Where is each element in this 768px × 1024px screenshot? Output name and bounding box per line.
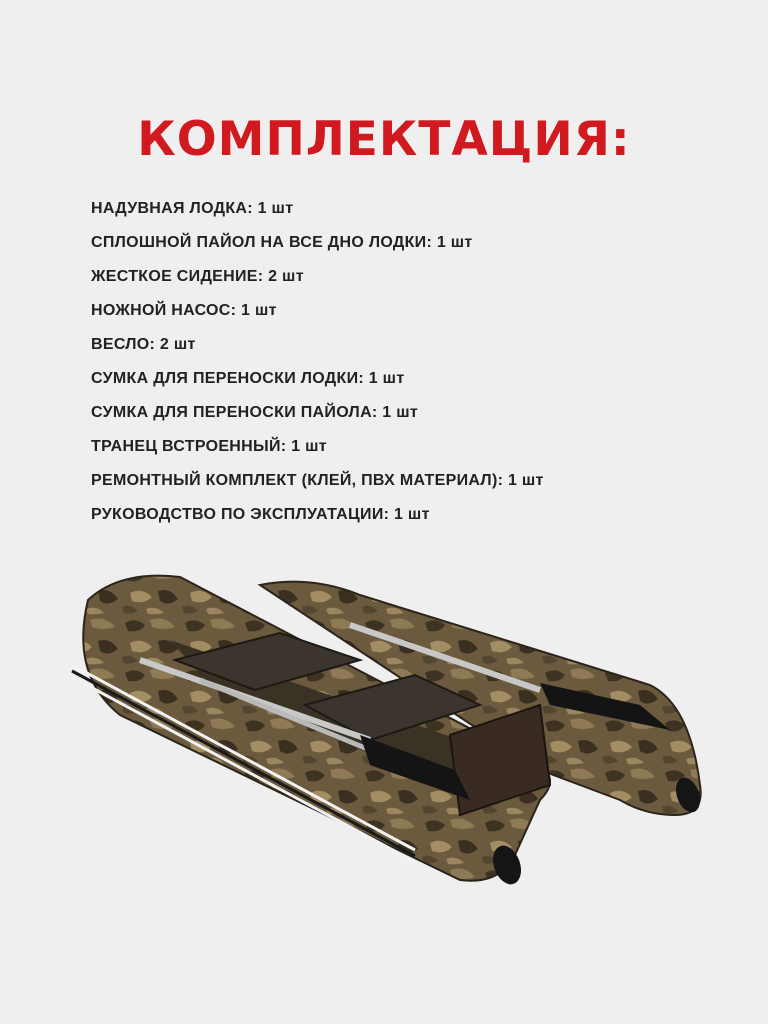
list-item: НАДУВНАЯ ЛОДКА: 1 шт [91,200,294,217]
list-item: ЖЕСТКОЕ СИДЕНИЕ: 2 шт [91,268,304,285]
list-item: СПЛОШНОЙ ПАЙОЛ НА ВСЕ ДНО ЛОДКИ: 1 шт [91,234,473,251]
list-item: РУКОВОДСТВО ПО ЭКСПЛУАТАЦИИ: 1 шт [91,506,430,523]
page-title: КОМПЛЕКТАЦИЯ: [137,112,631,167]
list-item: СУМКА ДЛЯ ПЕРЕНОСКИ ЛОДКИ: 1 шт [91,370,405,387]
list-item: РЕМОНТНЫЙ КОМПЛЕКТ (КЛЕЙ, ПВХ МАТЕРИАЛ): 1 шт [91,472,544,489]
list-item: НОЖНОЙ НАСОС: 1 шт [91,302,277,319]
list-item: ВЕСЛО: 2 шт [91,336,196,353]
inflatable-boat-image [60,565,710,915]
list-item: ТРАНЕЦ ВСТРОЕННЫЙ: 1 шт [91,438,327,455]
list-item: СУМКА ДЛЯ ПЕРЕНОСКИ ПАЙОЛА: 1 шт [91,404,419,421]
package-contents-list [91,198,544,538]
